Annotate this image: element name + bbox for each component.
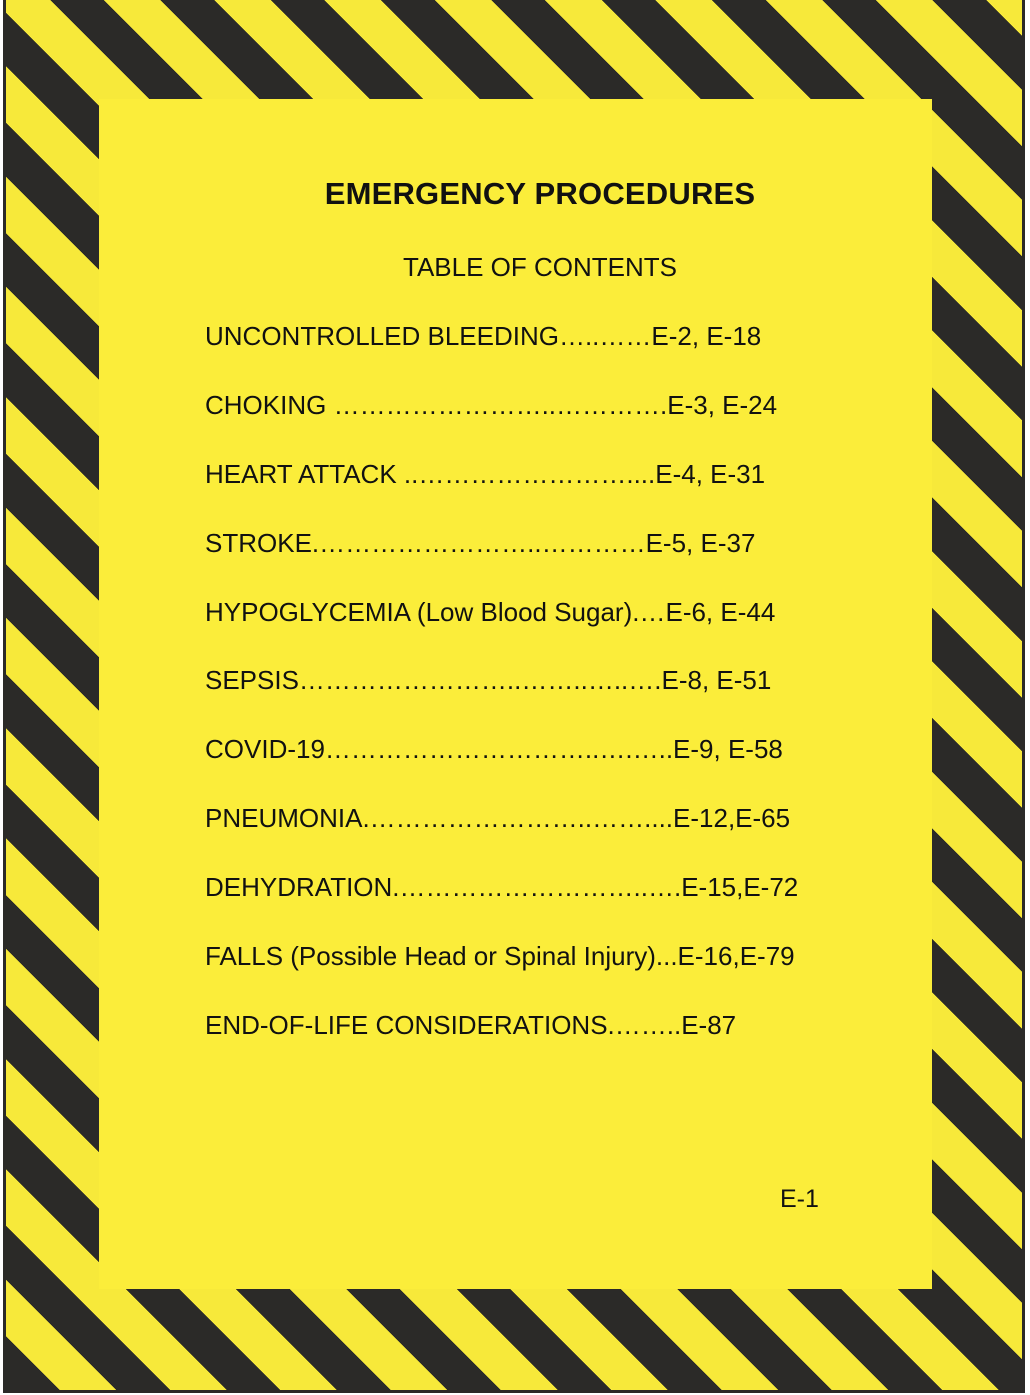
- table-of-contents: [205, 319, 798, 1077]
- toc-entry-hypoglycemia: HYPOGLYCEMIA (Low Blood Sugar).…E-6, E-44: [205, 596, 776, 627]
- page-title: EMERGENCY PROCEDURES: [324, 176, 756, 211]
- toc-entry-end-of-life: END-OF-LIFE CONSIDERATIONS.……..E-87: [205, 1009, 737, 1040]
- toc-entry-covid-19: COVID-19…………………………..….…..E-9, E-58: [205, 734, 783, 765]
- toc-entry-dehydration: DEHYDRATION.………………………..….E-15,E-72: [205, 872, 799, 903]
- toc-entry-heart-attack: HEART ATTACK ..……………………....E-4, E-31: [205, 458, 766, 489]
- toc-entry-uncontrolled-bleeding: UNCONTROLLED BLEEDING…..……E-2, E-18: [205, 321, 762, 351]
- toc-heading: TABLE OF CONTENTS: [403, 252, 677, 282]
- page-number: E-1: [780, 1185, 819, 1213]
- toc-entry-choking: CHOKING ……………………..………….E-3, E-24: [205, 389, 778, 420]
- toc-entry-stroke: STROKE.……………………..…………E-5, E-37: [205, 527, 756, 558]
- toc-entry-sepsis: SEPSIS……………………..……..…..….E-8, E-51: [205, 665, 772, 696]
- toc-entry-falls: FALLS (Possible Head or Spinal Injury)...E-16,E-79: [205, 941, 795, 972]
- toc-entry-pneumonia: PNEUMONIA.……………………..……....E-12,E-65: [205, 803, 791, 834]
